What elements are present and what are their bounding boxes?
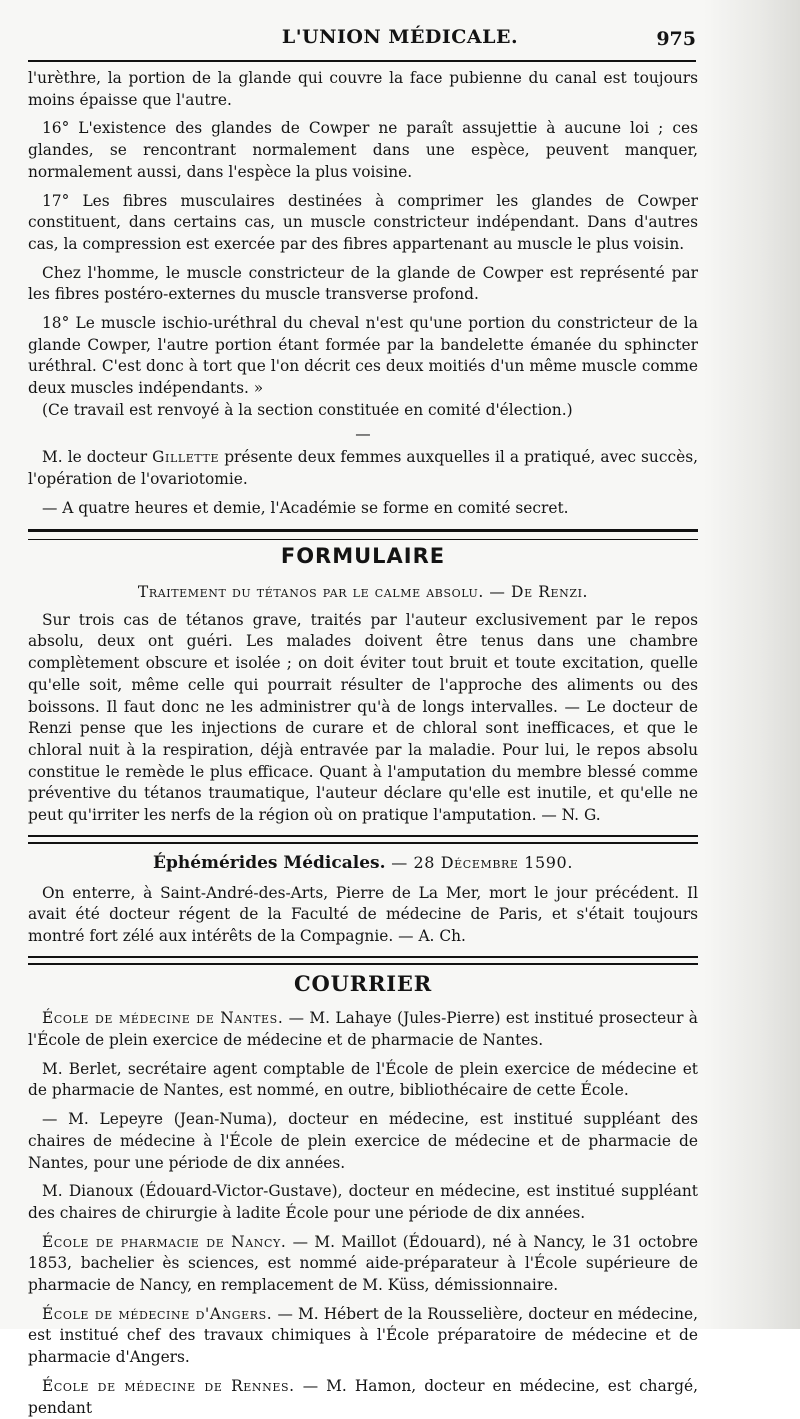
- paragraph: — A quatre heures et demie, l'Académie se forme en comité secret.: [42, 498, 569, 517]
- item-lead: École de médecine d'Angers.: [42, 1304, 273, 1323]
- separator-dash: —: [355, 424, 371, 443]
- text-fragment: M. le docteur: [42, 448, 153, 467]
- page-header: [0, 22, 800, 54]
- header-rule: [28, 60, 696, 62]
- courrier-item: [28, 1109, 698, 1174]
- ephemerides-date: — 28 Décembre 1590.: [385, 852, 574, 872]
- courrier-title: COURRIER: [294, 970, 432, 996]
- formulaire-title: FORMULAIRE: [280, 544, 446, 569]
- item-text: M. Dianoux (Édouard-Victor-Gustave), docteur en médecine, est institué suppléant des chaires de chirurgie à ladite École pour une période de dix années.: [28, 1182, 698, 1222]
- courrier-item: [28, 1232, 698, 1297]
- subtitle-smallcaps: Traitement du tétanos par le calme absolu.: [137, 583, 484, 602]
- person-name: Gillette: [152, 448, 220, 467]
- courrier-item: [28, 1376, 698, 1419]
- double-rule: [28, 835, 698, 844]
- courrier-item: [28, 1181, 698, 1224]
- item-lead: École de médecine de Nantes.: [42, 1009, 284, 1028]
- ephemerides-title: [28, 852, 698, 875]
- paragraph: Chez l'homme, le muscle constricteur de la glande de Cowper est représenté par les fibres postéro-externes du muscle transverse profond.: [28, 263, 698, 304]
- item-lead: École de pharmacie de Nancy.: [42, 1232, 287, 1251]
- courrier-item: [28, 1059, 698, 1102]
- paragraph: 18° Le muscle ischio-uréthral du cheval n'est qu'une portion du constricteur de la glande Cowper, l'autre portion étant formée par la bandelette émanée du sphincter uréthral. C'est donc à tort que l'on décrit ces deux moitiés d'un même muscle comme deux muscles indépendants. »: [28, 314, 698, 398]
- item-text: — M. Maillot (Édouard), né à Nancy, le 31 octobre 1853, bachelier ès sciences, est nommé aide-préparateur à l'École supérieure de pharmacie de Nancy, en remplacement de M. Küss, démissionnaire.: [28, 1232, 698, 1295]
- formulaire-subtitle: [28, 582, 698, 604]
- item-lead: École de médecine de Rennes.: [42, 1376, 295, 1395]
- formulaire-body: Sur trois cas de tétanos grave, traités par l'auteur exclusivement par le repos absolu, deux ont guéri. Les malades doivent être tenus dans une chambre complètement obscure et isolée ; on doit éviter tout bruit et toute excitation, quelle qu'elle soit, même celle qui pourrait résulter de l'approche des aliments ou des boissons. Il faut donc ne les administrer qu'à de longs intervalles. — Le docteur de Renzi pense que les injections de curare et de chloral sont inefficaces, et que le chloral nuit à la respiration, déjà entravée par la maladie. Pour lui, le repos absolu constitue le remède le plus efficace. Quant à l'amputation du membre blessé comme préventive du tétanos traumatique, l'auteur déclare qu'elle est inutile, et qu'elle ne peut qu'irriter les nerfs de la région où on pratique l'amputation. — N. G.: [28, 610, 698, 825]
- section-rule: [28, 529, 698, 540]
- item-text: — M. Hébert de la Rousselière, docteur en médecine, est institué chef des travaux chimiques à l'École préparatoire de médecine et de pharmacie d'Angers.: [28, 1304, 698, 1367]
- item-text: — M. Lahaye (Jules-Pierre) est institué prosecteur à l'École de plein exercice de médecine et de pharmacie de Nantes.: [28, 1009, 698, 1050]
- text-fragment: présente deux femmes auxquelles il a pratiqué, avec succès, l'opération de l'ovariotomie.: [28, 448, 698, 488]
- subtitle-author: — De Renzi.: [483, 583, 589, 602]
- courrier-item: [28, 1008, 698, 1051]
- ephemerides-heading: Éphémérides Médicales.: [152, 852, 386, 873]
- courrier-item: [28, 1304, 698, 1369]
- running-title: L'UNION MÉDICALE.: [281, 26, 519, 48]
- paragraph: (Ce travail est renvoyé à la section constituée en comité d'élection.): [42, 400, 573, 419]
- item-text: — M. Hamon, docteur en médecine, est chargé, pendant: [28, 1376, 698, 1417]
- gillette-paragraph: [28, 447, 698, 490]
- page-margin: [704, 0, 800, 1329]
- paragraph: 17° Les fibres musculaires destinées à comprimer les glandes de Cowper constituent, dans certains cas, un muscle constricteur indépendant. Dans d'autres cas, la compression est exercée par des fibres appartenant au muscle le plus voisin.: [28, 191, 698, 253]
- item-text: M. Berlet, secrétaire agent comptable de l'École de plein exercice de médecine et de pharmacie de Nantes, est nommé, en outre, bibliothécaire de cette École.: [28, 1059, 698, 1100]
- page-number: 975: [656, 28, 696, 50]
- ephemerides-body: On enterre, à Saint-André-des-Arts, Pierre de La Mer, mort le jour précédent. Il avait été docteur régent de la Faculté de médecine de Paris, et s'était toujours montré fort zélé aux intérêts de la Compagnie. — A. Ch.: [28, 883, 698, 945]
- text-column: [28, 68, 698, 1419]
- double-rule: [28, 956, 698, 965]
- paragraph: l'urèthre, la portion de la glande qui couvre la face pubienne du canal est toujours moins épaisse que l'autre.: [28, 69, 698, 109]
- paragraph: 16° L'existence des glandes de Cowper ne paraît assujettie à aucune loi ; ces glandes, se rencontrant normalement dans une espèce, peuvent manquer, normalement aussi, dans l'espèce la plus voisine.: [28, 119, 698, 181]
- item-text: — M. Lepeyre (Jean-Numa), docteur en médecine, est institué suppléant des chaires de médecine à l'École de plein exercice de médecine et de pharmacie de Nantes, pour une période de dix années.: [28, 1110, 698, 1172]
